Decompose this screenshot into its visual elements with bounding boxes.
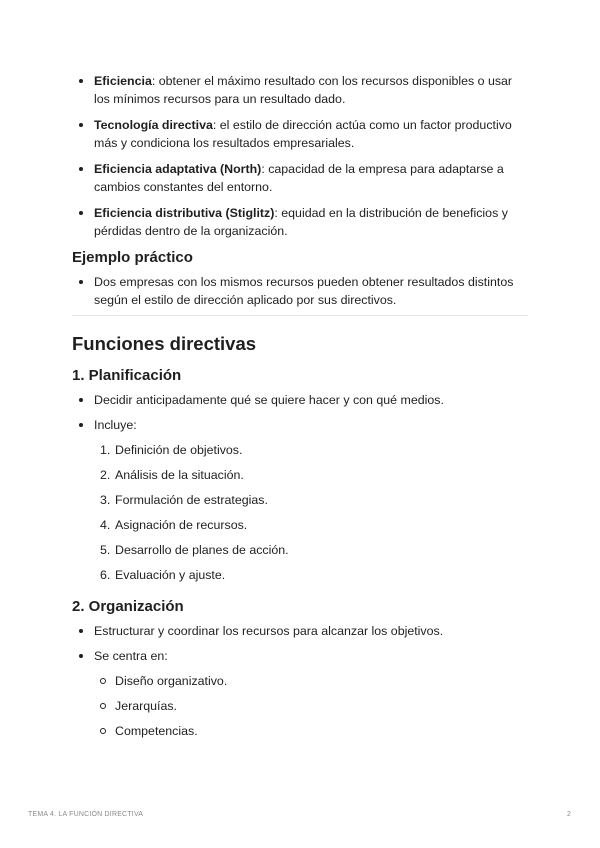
footer-title: TEMA 4. LA FUNCIÓN DIRECTIVA: [28, 811, 144, 818]
definition-term: Eficiencia distributiva (Stiglitz): [94, 206, 275, 220]
definition-item: [72, 116, 528, 152]
list-item: Estructurar y coordinar los recursos para alcanzar los objetivos.: [72, 622, 528, 640]
list-item: Dos empresas con los mismos recursos pueden obtener resultados distintos según el estilo de dirección aplicado por sus directivos.: [72, 273, 528, 309]
example-list: [72, 273, 528, 309]
planning-step: [94, 491, 528, 509]
step-text: Análisis de la situación.: [115, 468, 244, 482]
page-content: [72, 72, 528, 747]
sub-list-item: Diseño organizativo.: [94, 672, 528, 690]
section-divider: [72, 315, 528, 316]
step-number: 3.: [100, 493, 111, 507]
organization-sublist: [94, 672, 528, 740]
list-item: Decidir anticipadamente qué se quiere hacer y con qué medios.: [72, 391, 528, 409]
planning-steps-list: [94, 441, 528, 584]
sub-list-item: Competencias.: [94, 722, 528, 740]
planning-step: [94, 466, 528, 484]
definition-item: [72, 204, 528, 240]
list-item: Se centra en:: [72, 647, 528, 665]
planning-heading: 1. Planificación: [72, 367, 182, 384]
step-number: 5.: [100, 543, 111, 557]
definition-text: : el estilo de dirección actúa como un factor productivo más y condiciona los resultados empresariales.: [94, 118, 512, 150]
definition-text: : capacidad de la empresa para adaptarse a cambios constantes del entorno.: [94, 162, 504, 194]
section-heading: Funciones directivas: [72, 333, 257, 354]
step-text: Definición de objetivos.: [115, 443, 243, 457]
step-text: Formulación de estrategias.: [115, 493, 268, 507]
example-heading: Ejemplo práctico: [72, 249, 193, 266]
step-text: Evaluación y ajuste.: [115, 568, 226, 582]
step-text: Asignación de recursos.: [115, 518, 248, 532]
planning-step: [94, 441, 528, 459]
definition-term: Eficiencia adaptativa (North): [94, 162, 262, 176]
planning-step: [94, 516, 528, 534]
step-number: 2.: [100, 468, 111, 482]
step-number: 1.: [100, 443, 111, 457]
definition-item: [72, 160, 528, 196]
definition-item: [72, 72, 528, 108]
step-text: Desarrollo de planes de acción.: [115, 543, 289, 557]
definition-term: Eficiencia: [94, 74, 152, 88]
organization-heading: 2. Organización: [72, 598, 184, 615]
step-number: 4.: [100, 518, 111, 532]
sub-list-item: Jerarquías.: [94, 697, 528, 715]
planning-step: [94, 541, 528, 559]
planning-list: [72, 391, 528, 434]
page-number: 2: [567, 811, 571, 818]
definition-text: : equidad en la distribución de beneficios y pérdidas dentro de la organización.: [94, 206, 508, 238]
planning-step: [94, 566, 528, 584]
definition-text: : obtener el máximo resultado con los recursos disponibles o usar los mínimos recursos para un resultado dado.: [94, 74, 513, 106]
step-number: 6.: [100, 568, 111, 582]
list-item: Incluye:: [72, 416, 528, 434]
organization-list: [72, 622, 528, 665]
definition-term: Tecnología directiva: [94, 118, 213, 132]
definitions-list: [72, 72, 528, 240]
